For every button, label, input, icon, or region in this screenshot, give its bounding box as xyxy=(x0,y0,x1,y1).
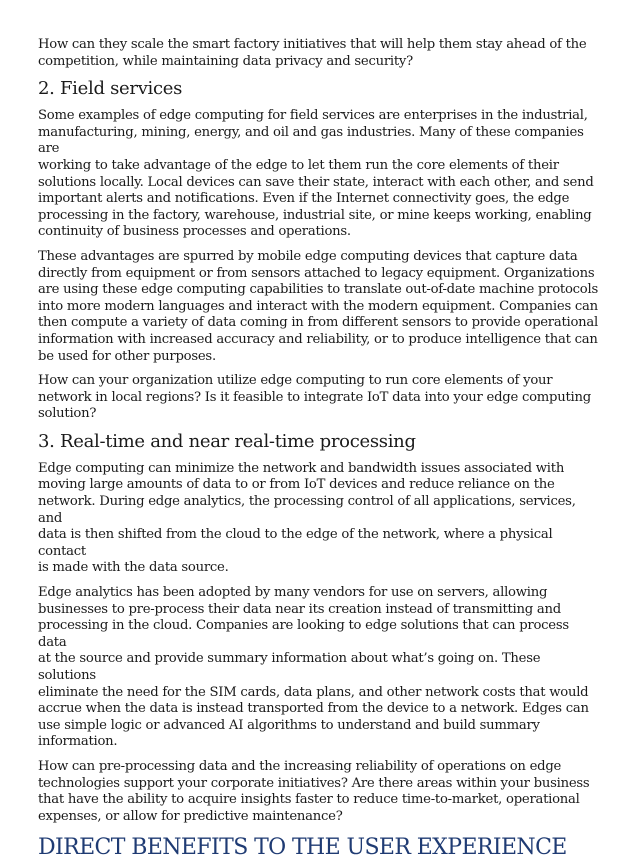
field-services-heading: 2. Field services xyxy=(38,78,183,100)
realtime-processing-heading: 3. Real-time and near real-time processing xyxy=(38,430,416,452)
direct-benefits-heading: DIRECT BENEFITS TO THE USER EXPERIENCE xyxy=(38,835,567,861)
field-services-question: How can your organization utilize edge computing to run core elements of your network in local regions? Is it feasible to integrate IoT data into your edge computing solution? xyxy=(38,373,591,422)
field-services-paragraph-1: Some examples of edge computing for field services are enterprises in the industrial, manufacturing, mining, energy, and oil and gas industries. Many of these companies are working to take advantage of the edge to let them run the core elements of their solutions locally. Local devices can save their state, interact with each other, and send important alerts and notifications. Even if the Internet connectivity goes, the edge processing in the factory, warehouse, industrial site, or mine keeps working, enabling continuity of business processes and operations. xyxy=(38,108,594,240)
realtime-question: How can pre-processing data and the increasing reliability of operations on edge technologies support your corporate initiatives? Are there areas within your business that have the ability to acquire insights faster to reduce time-to-market, operational expenses, or allow for predictive maintenance? xyxy=(38,758,590,824)
realtime-paragraph-2: Edge analytics has been adopted by many vendors for use on servers, allowing businesses to pre-process their data near its creation instead of transmitting and processing in the cloud. Companies are looking to edge solutions that can process data at the source and provide summary information about what’s going on. These solutions eliminate the need for the SIM cards, data plans, and other network costs that would accrue when the data is instead transported from the device to a network. Edges can use simple logic or advanced AI algorithms to understand and build summary information. xyxy=(38,585,589,750)
intro-question: How can they scale the smart factory initiatives that will help them stay ahead of the competition, while maintaining data privacy and security? xyxy=(38,37,587,69)
field-services-paragraph-2: These advantages are spurred by mobile edge computing devices that capture data directly from equipment or from sensors attached to legacy equipment. Organizations are using these edge computing capabilities to translate out-of-date machine protocols into more modern languages and interact with the modern equipment. Companies can then compute a variety of data coming in from different sensors to provide operational information with increased accuracy and reliability, or to produce intelligence that can be used for other purposes. xyxy=(38,248,599,364)
realtime-paragraph-1: Edge computing can minimize the network and bandwidth issues associated with moving large amounts of data to or from IoT devices and reduce reliance on the network. During edge analytics, the processing control of all applications, services, and data is then shifted from the cloud to the edge of the network, where a physical contact is made with the data source. xyxy=(38,460,576,576)
